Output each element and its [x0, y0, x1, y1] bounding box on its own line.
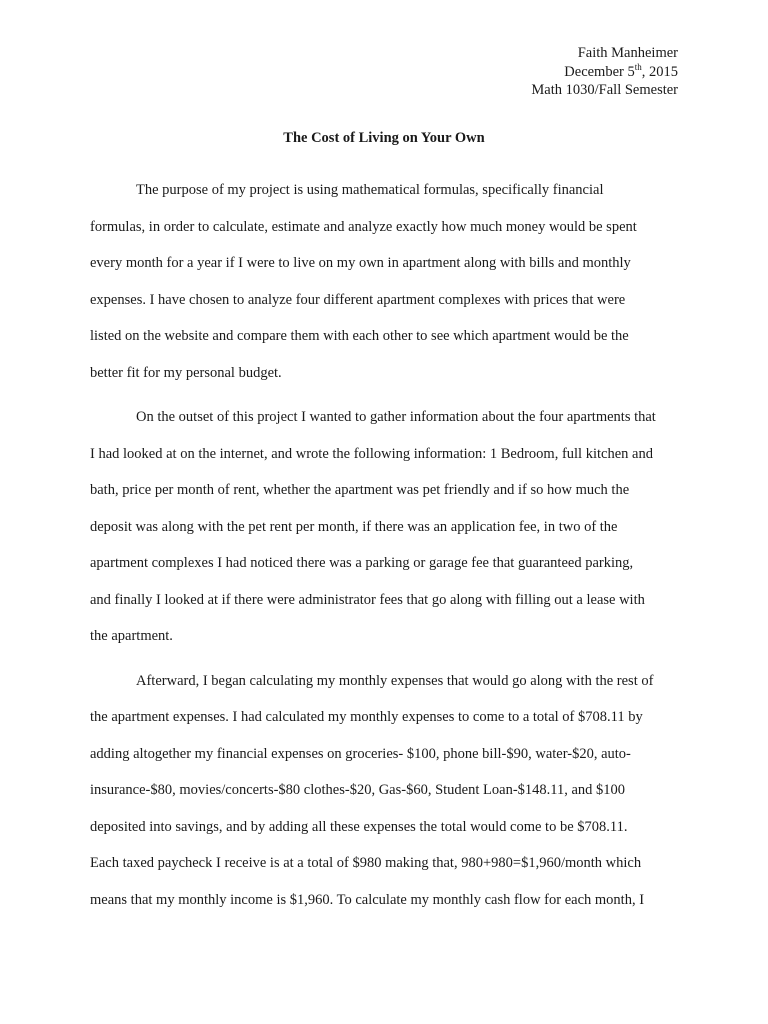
paragraph-line: Each taxed paycheck I receive is at a total of $980 making that, 980+980=$1,960/month which	[90, 855, 642, 871]
paragraph-line: every month for a year if I were to live on my own in apartment along with bills and monthly	[90, 255, 631, 271]
paragraph-line: means that my monthly income is $1,960. To calculate my monthly cash flow for each month, I	[90, 891, 645, 908]
date-superscript: th	[634, 61, 642, 72]
date-prefix: December 5	[564, 63, 635, 80]
paragraph-1	[90, 172, 680, 391]
course-name: Math 1030/Fall Semester	[531, 82, 678, 98]
paragraph-line: bath, price per month of rent, whether the apartment was pet friendly and if so how much the	[90, 482, 630, 498]
paragraph-line: expenses. I have chosen to analyze four different apartment complexes with prices that were	[90, 291, 626, 308]
paragraph-gap	[90, 655, 680, 663]
paragraph-line: The purpose of my project is using mathematical formulas, specifically financial	[136, 182, 604, 198]
paragraph-line: adding altogether my financial expenses on groceries- $100, phone bill-$90, water-$20, auto-	[90, 745, 631, 762]
paragraph-2	[90, 399, 680, 655]
paragraph-line: formulas, in order to calculate, estimate and analyze exactly how much money would be spent	[90, 218, 637, 235]
paragraph-line: better fit for my personal budget.	[90, 364, 282, 381]
paragraph-3	[90, 663, 680, 919]
paragraph-line: insurance-$80, movies/concerts-$80 clothes-$20, Gas-$60, Student Loan-$148.11, and $100	[90, 782, 626, 798]
paragraph-line: the apartment.	[90, 628, 173, 644]
paragraph-line: listed on the website and compare them with each other to see which apartment would be the	[90, 328, 629, 344]
paragraph-line: Afterward, I began calculating my monthly expenses that would go along with the rest of	[136, 672, 654, 689]
paragraph-line: and finally I looked at if there were administrator fees that go along with filling out a lease with	[90, 591, 645, 608]
paragraph-line: the apartment expenses. I had calculated my monthly expenses to come to a total of $708.11 by	[90, 709, 643, 725]
paragraph-line: deposited into savings, and by adding all these expenses the total would come to be $708.11.	[90, 818, 628, 835]
document-body	[90, 172, 680, 918]
paragraph-gap	[90, 391, 680, 399]
author-name: Faith Manheimer	[577, 45, 678, 61]
paragraph-line: deposit was along with the pet rent per month, if there was an application fee, in two of the	[90, 518, 618, 535]
header-block	[531, 44, 678, 100]
paragraph-line: apartment complexes I had noticed there was a parking or garage fee that guaranteed parking,	[90, 555, 634, 571]
date-line	[531, 63, 678, 82]
date-suffix: , 2015	[641, 63, 678, 80]
paragraph-line: I had looked at on the internet, and wrote the following information: 1 Bedroom, full kitchen and	[90, 445, 653, 462]
paragraph-line: On the outset of this project I wanted to gather information about the four apartments that	[136, 409, 656, 425]
page-title: The Cost of Living on Your Own	[283, 130, 485, 146]
